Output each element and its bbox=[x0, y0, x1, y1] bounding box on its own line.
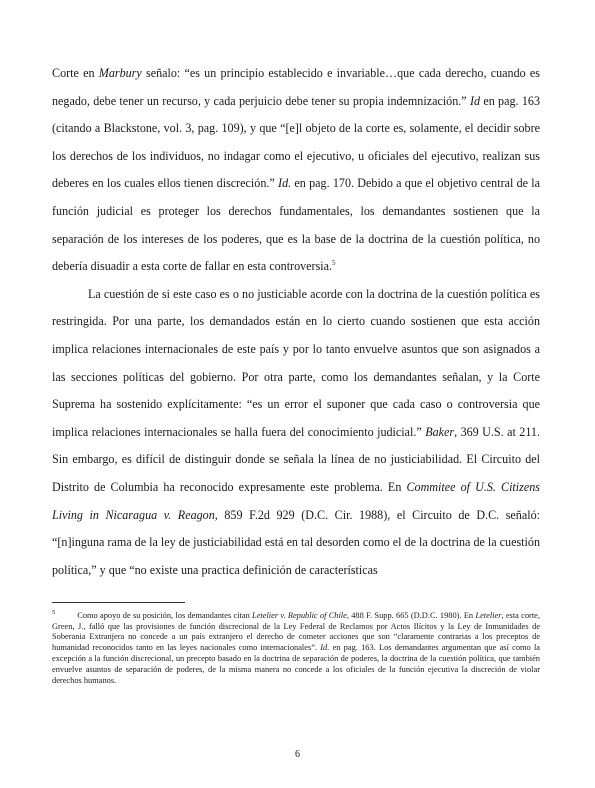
case-citation: Marbury bbox=[98, 66, 142, 80]
case-citation: Letelier v. Republic of Chile bbox=[252, 610, 347, 620]
citation-id: Id. bbox=[320, 643, 330, 653]
case-citation: Letelier bbox=[475, 610, 502, 620]
text-run: en pag. 163 (citando a Blackstone, vol. 3, pag. 109), y que “[e]l objeto de la corte es, solamente, el decidir sobre los derechos de los individuos, no indagar como el ejecutivo, u oficiales del ejecutivo, realizan sus deberes en los cuales ellos tienen discreción.” bbox=[52, 93, 540, 191]
text-run: Corte en bbox=[52, 66, 99, 80]
text-run: La cuestión de si este caso es o no justiciable acorde con la doctrina de la cuestión política es restringida. Por una parte, los demandados están en lo cierto cuando sostienen que esta acción implica relaciones internacionales de este país y por lo tanto envuelve asuntos que son asignados a las secciones políticas del gobierno. Por otra parte, como los demandantes señalan, y la Corte Suprema ha sostenido explícitamente: “es un error el suponer que cada caso o controversia que implica relaciones internacionales se halla fuera del conocimiento judicial.” bbox=[52, 286, 540, 439]
body-text bbox=[52, 60, 540, 584]
case-citation: Baker bbox=[425, 424, 455, 439]
text-run: en pag. 163. Los demandantes argumentan que así como la excepción a la función discrecional, un precepto basado en la doctrina de separación de poderes, la doctrina de la cuestión política, que también envuelve asuntos de separación de poderes, de la misma manera no concede a los oficiales de la función ejecutiva la discreción de violar derechos humanos. bbox=[52, 643, 540, 685]
paragraph-1 bbox=[52, 60, 540, 281]
footnote bbox=[52, 608, 540, 686]
text-run: , 488 F. Supp. 665 (D.D.C. 1980). En bbox=[346, 610, 476, 620]
text-run: , esta corte, Green, J., falló que las provisiones de función discrecional de la Ley Federal de Reclamos por Actos Ilícitos y la Ley de Inmunidades de Soberania Extranjera no concede a un país extranjero el derecho de cometer acciones que son “claramente contrarias a los preceptos de humanidad reconocidos tanto en las leyes nacionales como internacionales”. bbox=[52, 610, 540, 653]
text-run: señalo: “es un principio establecido e invariable…que cada derecho, cuando es negado, debe tener un recurso, y cada perjuicio debe tener su propia indemnización.” bbox=[52, 66, 540, 108]
citation-id: Id. bbox=[278, 176, 292, 191]
footnote-reference: 5 bbox=[332, 259, 336, 268]
text-run: , 369 U.S. at 211. Sin embargo, es difícil de distinguir donde se señala la línea de no justiciabilidad. El Circuito del Distrito de Columbia ha reconocido expresamente este problema. En bbox=[52, 424, 540, 494]
paragraph-2 bbox=[52, 281, 540, 585]
page-number: 6 bbox=[295, 749, 300, 760]
case-citation: Commitee of U.S. Citizens Living in Nicaragua v. Reagon bbox=[52, 479, 540, 522]
text-run: en pag. 170. Debido a que el objetivo central de la función judicial es proteger los derechos fundamentales, los demandantes sostienen que la separación de los intereses de los poderes, que es la base de la doctrina de la cuestión política, no debería disuadir a esta corte de fallar en esta controversia. bbox=[52, 176, 541, 274]
text-run: Como apoyo de su posición, los demandantes citan bbox=[77, 610, 253, 620]
footnote-mark: 5 bbox=[52, 609, 56, 616]
footnote-separator bbox=[52, 602, 185, 603]
citation-id: Id bbox=[469, 93, 481, 108]
text-run: , 859 F.2d 929 (D.C. Cir. 1988), el Circuito de D.C. señaló: “[n]inguna rama de la ley de justiciabilidad está en tal desorden como el de la doctrina de la cuestión política,” y que “no existe una practica definición de características bbox=[52, 507, 540, 577]
